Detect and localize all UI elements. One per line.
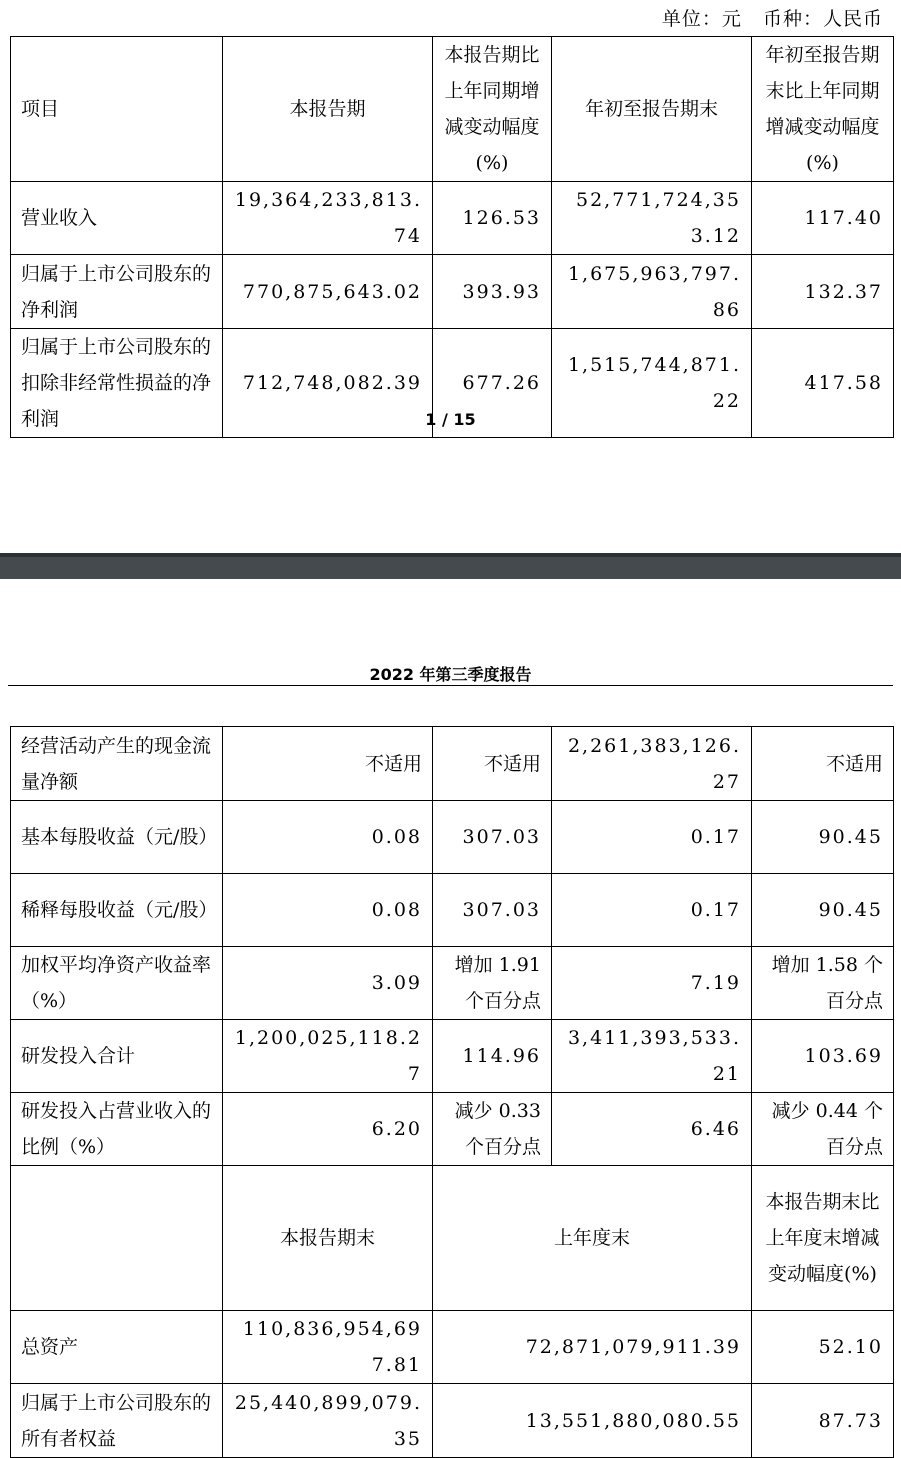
row-ytd-change: 90.45 bbox=[752, 874, 894, 947]
row-item: 加权平均净资产收益率（%） bbox=[11, 947, 223, 1020]
header-rule bbox=[8, 685, 893, 686]
row-item: 总资产 bbox=[11, 1311, 223, 1384]
row-ytd-change: 90.45 bbox=[752, 801, 894, 874]
table-row bbox=[11, 801, 894, 874]
row-current: 不适用 bbox=[223, 727, 433, 801]
row-change: 减少 0.33 个百分点 bbox=[433, 1093, 552, 1166]
table-row bbox=[11, 255, 894, 329]
table-row bbox=[11, 727, 894, 801]
balance-header-prior-year-end: 上年度末 bbox=[433, 1166, 752, 1311]
balance-header-change: 本报告期末比上年度末增减变动幅度(%) bbox=[752, 1166, 894, 1311]
balance-header-row bbox=[11, 1166, 894, 1311]
row-current: 0.08 bbox=[223, 801, 433, 874]
row-ytd: 6.46 bbox=[552, 1093, 752, 1166]
table-row bbox=[11, 1020, 894, 1093]
row-change: 114.96 bbox=[433, 1020, 552, 1093]
row-ytd-change: 132.37 bbox=[752, 255, 894, 329]
page-number: 1 / 15 bbox=[425, 410, 476, 429]
row-change: 不适用 bbox=[433, 727, 552, 801]
key-financials-table-page1 bbox=[10, 36, 894, 438]
row-change: 393.93 bbox=[433, 255, 552, 329]
row-ytd: 7.19 bbox=[552, 947, 752, 1020]
row-period-end: 110,836,954,697.81 bbox=[223, 1311, 433, 1384]
row-current: 19,364,233,813.74 bbox=[223, 182, 433, 255]
balance-header-period-end: 本报告期末 bbox=[223, 1166, 433, 1311]
row-ytd-change: 减少 0.44 个百分点 bbox=[752, 1093, 894, 1166]
row-change: 87.73 bbox=[752, 1384, 894, 1458]
table-row bbox=[11, 1311, 894, 1384]
row-item: 基本每股收益（元/股） bbox=[11, 801, 223, 874]
row-current: 712,748,082.39 bbox=[223, 329, 433, 438]
row-item: 经营活动产生的现金流量净额 bbox=[11, 727, 223, 801]
report-header-title: 2022 年第三季度报告 bbox=[369, 665, 532, 684]
header-current-period: 本报告期 bbox=[223, 37, 433, 182]
key-financials-table-page2 bbox=[10, 726, 894, 1458]
row-change: 增加 1.91 个百分点 bbox=[433, 947, 552, 1020]
balance-header-item bbox=[11, 1166, 223, 1311]
table-header-row bbox=[11, 37, 894, 182]
row-item: 研发投入占营业收入的比例（%） bbox=[11, 1093, 223, 1166]
row-change: 677.26 bbox=[433, 329, 552, 438]
row-current: 770,875,643.02 bbox=[223, 255, 433, 329]
row-ytd-change: 不适用 bbox=[752, 727, 894, 801]
row-item: 营业收入 bbox=[11, 182, 223, 255]
row-current: 0.08 bbox=[223, 874, 433, 947]
row-item: 归属于上市公司股东的净利润 bbox=[11, 255, 223, 329]
row-change: 52.10 bbox=[752, 1311, 894, 1384]
header-ytd: 年初至报告期末 bbox=[552, 37, 752, 182]
row-prior-year-end: 13,551,880,080.55 bbox=[433, 1384, 752, 1458]
page-divider bbox=[0, 553, 901, 579]
table-row bbox=[11, 1093, 894, 1166]
unit-currency-note: 单位：元 币种：人民币 bbox=[661, 8, 883, 30]
header-item: 项目 bbox=[11, 37, 223, 182]
row-current: 3.09 bbox=[223, 947, 433, 1020]
row-item: 研发投入合计 bbox=[11, 1020, 223, 1093]
row-ytd: 0.17 bbox=[552, 874, 752, 947]
row-change: 307.03 bbox=[433, 801, 552, 874]
row-ytd-change: 增加 1.58 个百分点 bbox=[752, 947, 894, 1020]
row-item: 稀释每股收益（元/股） bbox=[11, 874, 223, 947]
row-ytd-change: 417.58 bbox=[752, 329, 894, 438]
row-item: 归属于上市公司股东的扣除非经常性损益的净利润 bbox=[11, 329, 223, 438]
row-ytd: 0.17 bbox=[552, 801, 752, 874]
row-ytd: 1,515,744,871.22 bbox=[552, 329, 752, 438]
header-yoy-change: 本报告期比上年同期增减变动幅度(%) bbox=[433, 37, 552, 182]
row-change: 126.53 bbox=[433, 182, 552, 255]
row-current: 6.20 bbox=[223, 1093, 433, 1166]
table-row bbox=[11, 874, 894, 947]
row-ytd-change: 117.40 bbox=[752, 182, 894, 255]
row-ytd: 52,771,724,353.12 bbox=[552, 182, 752, 255]
table-row bbox=[11, 1384, 894, 1458]
row-item: 归属于上市公司股东的所有者权益 bbox=[11, 1384, 223, 1458]
row-current: 1,200,025,118.27 bbox=[223, 1020, 433, 1093]
row-ytd: 2,261,383,126.27 bbox=[552, 727, 752, 801]
row-ytd-change: 103.69 bbox=[752, 1020, 894, 1093]
table-row bbox=[11, 947, 894, 1020]
row-ytd: 3,411,393,533.21 bbox=[552, 1020, 752, 1093]
header-ytd-change: 年初至报告期末比上年同期增减变动幅度(%) bbox=[752, 37, 894, 182]
row-ytd: 1,675,963,797.86 bbox=[552, 255, 752, 329]
row-period-end: 25,440,899,079.35 bbox=[223, 1384, 433, 1458]
row-prior-year-end: 72,871,079,911.39 bbox=[433, 1311, 752, 1384]
table-row bbox=[11, 182, 894, 255]
row-change: 307.03 bbox=[433, 874, 552, 947]
